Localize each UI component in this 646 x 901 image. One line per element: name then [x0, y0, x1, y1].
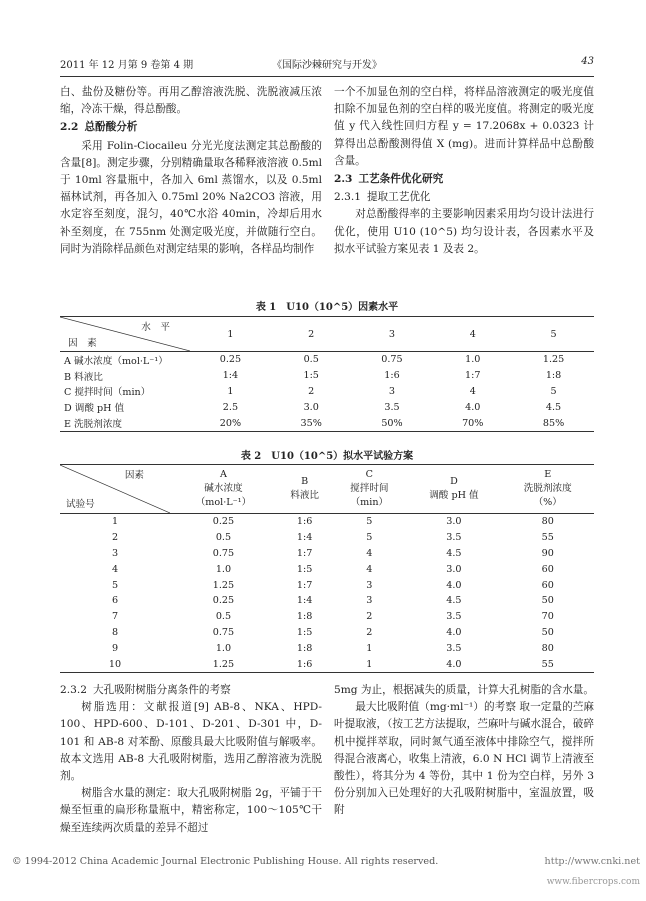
table-1-caption: 表 1 U10（10^5）因素水平: [255, 302, 399, 313]
table-cell: 1:7: [296, 547, 313, 559]
table-cell: 0.75: [381, 354, 403, 366]
table-cell: 4.5: [446, 547, 462, 559]
right-column-bottom: [334, 682, 594, 820]
table-cell: 4.0: [446, 626, 462, 638]
table-cell: 1:5: [296, 563, 313, 575]
factor-label: E 洗脱剂浓度: [64, 419, 123, 431]
column-header-letter: D: [450, 476, 458, 487]
column-header: [170, 465, 277, 514]
table-cell: 1.0: [465, 354, 481, 366]
table-cell: 4.5: [545, 401, 562, 413]
table-cell: 50: [541, 595, 554, 607]
table-cell: 5: [366, 516, 373, 528]
factor-label: A 碱水浓度（mol·L⁻¹）: [64, 355, 168, 367]
table-cell: 2: [308, 385, 315, 397]
trial-number: 1: [111, 516, 119, 528]
table-2-caption: 表 2 U10（10^5）拟水平试验方案: [240, 451, 414, 462]
section-title: 总酚酸分析: [84, 121, 138, 134]
table-row: [60, 384, 594, 400]
paragraph: 白、盐份及糖份等。再用乙醇溶液洗脱、洗脱液减压浓缩，冷冻干燥，得总酚酸。: [60, 86, 322, 116]
table-header-row: [60, 465, 594, 514]
paragraph: 采用 Folin-Ciocaileu 分光光度法测定其总酚酸的含量[8]。测定步骤，分别精确量取各稀释液溶液 0.5ml 于 10ml 容量瓶中，各加入 6ml 蒸馏水，以及 0.5ml 福林试剂，再各加入 0.75ml 20% Na2CO3 溶液，用水定容至刻度，混匀，40℃水浴 40min，冷却后用水补至刻度，在 755nm 处测定吸光度，并做随行空白。同时为消除样品颜色对测定结果的影响，各样品均制作: [60, 139, 322, 255]
table-cell: 3.5: [384, 401, 400, 413]
trial-number: 3: [111, 547, 119, 559]
column-header: [277, 465, 332, 514]
trial-number: 6: [111, 595, 119, 607]
level-header: 2: [271, 317, 352, 352]
table-cell: 20%: [219, 417, 242, 429]
table-cell: 1:7: [296, 579, 313, 591]
table-cell: 0.5: [215, 611, 232, 623]
table-cell: 80: [541, 516, 554, 528]
table-cell: 3.0: [303, 401, 319, 413]
table-cell: 0.5: [215, 532, 232, 544]
table-row: [60, 577, 594, 593]
factor-label: D 调酸 pH 值: [64, 403, 125, 415]
table-cell: 3.0: [446, 563, 462, 575]
table-cell: 1: [366, 658, 373, 670]
header-rule: [60, 76, 594, 77]
column-header-letter: E: [544, 469, 552, 480]
table-cell: 2: [366, 611, 373, 623]
table-2: [60, 464, 594, 673]
table-cell: 3: [388, 385, 396, 397]
table-cell: 1: [366, 642, 373, 654]
table-row: [60, 546, 594, 562]
table-cell: 55: [541, 532, 554, 544]
table-cell: 50: [541, 626, 554, 638]
table-cell: 5: [366, 532, 373, 544]
table-row: [60, 399, 594, 415]
section-heading-2-3: [334, 171, 594, 188]
table-cell: 0.75: [212, 547, 235, 559]
column-header-name: 洗脱剂浓度: [523, 483, 572, 494]
trial-number: 4: [111, 563, 119, 575]
table-cell: 1:4: [222, 370, 239, 382]
paragraph: 树脂选用：文献报道[9] AB-8、NKA、HPD-100、HPD-600、D-101、D-201、D-301 中，D-101 和 AB-8 对苯酚、原酸具最大比吸附值与解吸率。故本文选用 AB-8 大孔吸附树脂，选用乙醇溶液为洗脱剂。: [60, 701, 322, 783]
footer-url: http://www.cnki.net: [544, 856, 640, 867]
left-column-top: [60, 84, 322, 258]
table-cell: 3.0: [446, 516, 462, 528]
subsection-heading-2-3-1: [334, 189, 594, 206]
table-row: [60, 625, 594, 641]
table-cell: 4.5: [446, 595, 462, 607]
factor-label: C 搅拌时间（min）: [64, 387, 151, 399]
table-cell: 1:7: [465, 370, 481, 382]
table-cell: 0.75: [212, 626, 235, 638]
table-cell: 0.5: [303, 354, 319, 366]
section-title: 大孔吸附树脂分离条件的考察: [92, 684, 231, 696]
table-cell: 4: [469, 385, 476, 397]
table-cell: 1.0: [215, 563, 232, 575]
table-cell: 3.5: [446, 611, 462, 623]
level-header: 3: [352, 317, 433, 352]
section-title: 提取工艺优化: [366, 191, 431, 204]
table-cell: 1:8: [296, 611, 313, 623]
table-cell: 1: [227, 385, 234, 397]
watermark: www.fibercrops.com: [546, 877, 640, 887]
paragraph: 对总酚酸得率的主要影响因素采用均匀设计法进行优化，使用 U10 (10^5) 均匀设计表，各因素水平及拟水平试验方案见表 1 及表 2。: [334, 208, 594, 255]
paragraph: 一个不加显色剂的空白样，将样品溶液测定的吸光度值扣除不加显色剂的空白样的吸光度值。将测定的吸光度值 y 代入线性回归方程 y = 17.2068x + 0.0323 计算得出总酚酸测得值 X (mg)。进而计算样品中总酚酸含量。: [334, 86, 594, 167]
table-cell: 2: [366, 626, 373, 638]
column-header-name: 调酸 pH 值: [429, 490, 479, 501]
trial-number: 9: [111, 642, 119, 654]
table-cell: 50%: [381, 417, 403, 429]
table-cell: 1:6: [296, 516, 313, 528]
table-cell: 0.25: [219, 354, 242, 366]
table-row: [60, 640, 594, 656]
trial-number: 2: [111, 532, 119, 544]
section-title: 工艺条件优化研究: [358, 173, 444, 186]
table-row: [60, 352, 594, 368]
column-header-unit: （%）: [533, 497, 562, 508]
table-cell: 4: [366, 563, 373, 575]
table-cell: 1:6: [384, 370, 400, 382]
column-header-unit: （min）: [350, 497, 389, 508]
copyright-notice: © 1994-2012 China Academic Journal Electronic Publishing House. All rights reserved.: [12, 856, 439, 867]
table-cell: 1:8: [296, 642, 313, 654]
table-cell: 3: [366, 595, 373, 607]
table-cell: 0.25: [212, 595, 235, 607]
table-row: [60, 368, 594, 384]
table-cell: 2.5: [222, 401, 239, 413]
level-header: 5: [513, 317, 594, 352]
table-cell: 60: [541, 579, 554, 591]
level-header: 1: [190, 317, 271, 352]
table-cell: 4: [366, 547, 373, 559]
table-cell: 80: [541, 642, 554, 654]
table-cell: 1:6: [296, 658, 313, 670]
table-cell: 55: [541, 658, 554, 670]
column-header: [502, 465, 594, 514]
paragraph: 最大比吸附值（mg·ml⁻¹）的考察 取一定量的苎麻叶提取液，（按工艺方法提取，苎麻叶与碱水混合，破碎机中搅拌萃取，同时氮气通至液体中排除空气，搅拌所得混合液离心，收集上清液，6.0 N HCl 调节上清液至酸性），将其分为 4 等份，其中 1 份为空白样，另外 3 份分别加入已处理好的大孔吸附树脂中，室温放置，吸附: [334, 701, 594, 817]
corner-top-label: 水 平: [141, 322, 170, 333]
table-cell: 1:8: [545, 370, 562, 382]
column-header-letter: B: [301, 476, 309, 487]
table-cell: 1:4: [296, 595, 313, 607]
trial-number: 10: [108, 658, 122, 670]
table-cell: 1:5: [303, 370, 319, 382]
section-number: 2.3.2: [60, 684, 87, 696]
table-cell: 4.0: [465, 401, 481, 413]
column-header-letter: C: [365, 469, 374, 480]
column-header: [332, 465, 406, 514]
section-number: 2.3: [334, 173, 353, 186]
table-row: [60, 609, 594, 625]
section-number: 2.2: [60, 121, 79, 134]
table-row: [60, 530, 594, 546]
table-cell: 4.0: [446, 579, 462, 591]
table-cell: 4.0: [446, 658, 462, 670]
issue-info: 2011 年 12 月第 9 卷第 4 期: [60, 60, 194, 71]
trial-number: 5: [111, 579, 119, 591]
column-header: [406, 465, 501, 514]
table-cell: 3.5: [446, 642, 462, 654]
table-row: [60, 593, 594, 609]
corner-bottom-label: 试验号: [66, 499, 95, 510]
corner-bottom-label: 因 素: [68, 338, 97, 349]
level-header: 4: [432, 317, 513, 352]
table-cell: 1.25: [542, 354, 565, 366]
table-cell: 3.5: [446, 532, 462, 544]
subsection-heading-2-3-2: [60, 682, 322, 699]
table-cell: 85%: [542, 417, 565, 429]
table-row: [60, 514, 594, 530]
table-cell: 90: [541, 547, 554, 559]
left-column-bottom: [60, 682, 322, 837]
trial-number: 8: [111, 626, 119, 638]
column-header-letter: A: [219, 469, 227, 480]
table-cell: 1.25: [212, 579, 235, 591]
table-row: [60, 561, 594, 577]
trial-number: 7: [111, 611, 119, 623]
table-cell: 70%: [462, 417, 484, 429]
table-corner-cell: [60, 317, 190, 352]
paragraph: 5mg 为止，根据减失的质量，计算大孔树脂的含水量。: [334, 684, 594, 696]
table-cell: 1:5: [296, 626, 313, 638]
table-cell: 5: [550, 385, 557, 397]
table-cell: 1:4: [296, 532, 313, 544]
section-heading-2-2: [60, 119, 322, 136]
table-cell: 1.0: [215, 642, 232, 654]
table-cell: 3: [366, 579, 373, 591]
column-header-name: 碱水浓度: [204, 483, 243, 494]
section-number: 2.3.1: [334, 191, 361, 204]
corner-top-label: 因素: [124, 470, 144, 481]
table-header-row: [60, 317, 594, 352]
paragraph: 树脂含水量的测定：取大孔吸附树脂 2g，平铺于干燥至恒重的扁形称量瓶中，精密称定，100～105℃干燥至连续两次质量的差异不超过: [60, 787, 322, 834]
factor-label: B 料液比: [64, 371, 103, 383]
column-header-unit: （mol·L⁻¹）: [195, 497, 252, 508]
column-header-name: 料液比: [290, 490, 320, 501]
journal-name: 《国际沙棘研究与开发》: [272, 60, 382, 71]
table-cell: 1.25: [212, 658, 235, 670]
page-number: 43: [581, 56, 594, 67]
table-1: [60, 316, 594, 432]
table-row: [60, 415, 594, 431]
column-header-name: 搅拌时间: [350, 483, 389, 494]
table-corner-cell: [60, 465, 170, 514]
running-header: [60, 56, 594, 74]
table-cell: 60: [541, 563, 554, 575]
table-cell: 35%: [300, 417, 322, 429]
table-cell: 70: [541, 611, 554, 623]
table-row: [60, 656, 594, 672]
table-cell: 0.25: [212, 516, 235, 528]
right-column-top: [334, 84, 594, 258]
